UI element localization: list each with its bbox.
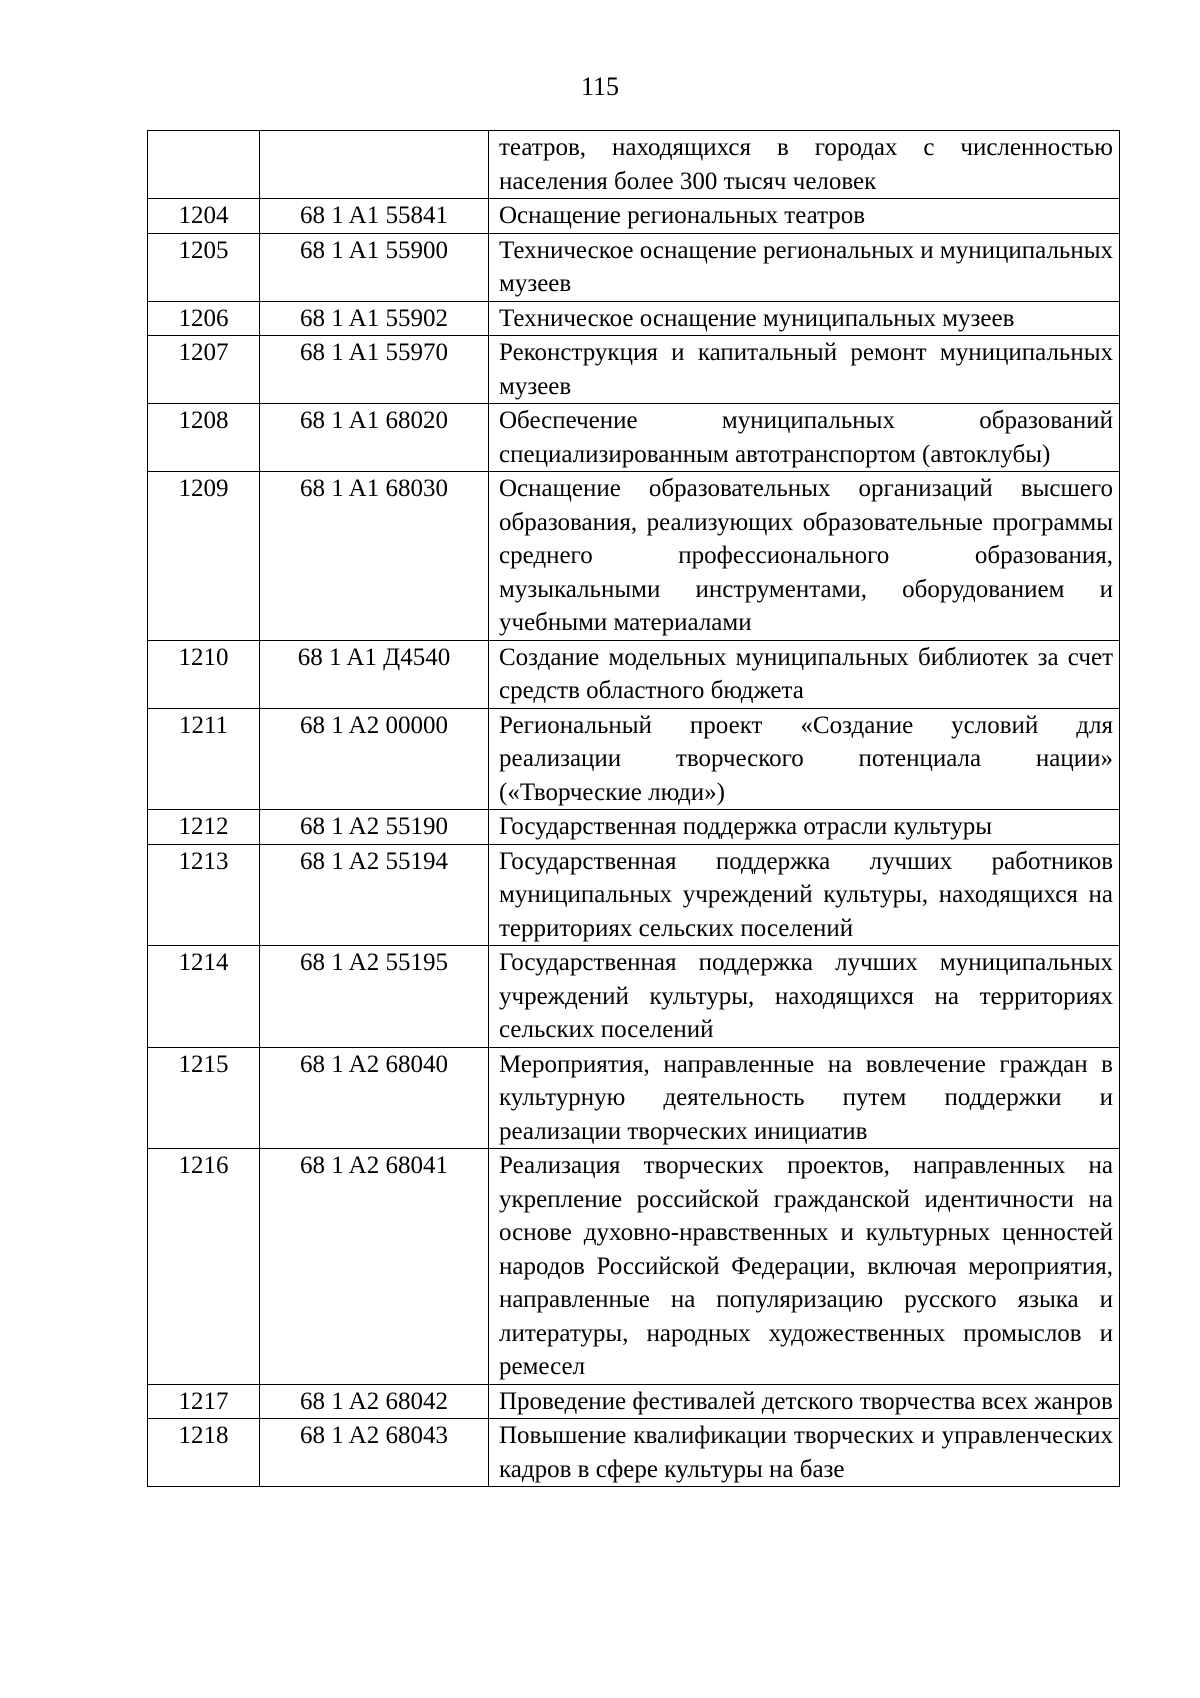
row-number: 1211 [148,708,260,810]
table-row [148,946,1120,1048]
table-row [148,1384,1120,1419]
table-row [148,1149,1120,1385]
page-number: 115 [580,72,620,101]
table-row [148,301,1120,336]
row-number: 1213 [148,844,260,946]
row-number: 1206 [148,301,260,336]
table-row [148,810,1120,845]
table-row [148,199,1120,234]
row-description: Создание модельных муниципальных библиотек за счет средств областного бюджета [489,640,1120,708]
table-row [148,404,1120,472]
row-description: Техническое оснащение муниципальных музеев [489,301,1120,336]
table-row [148,708,1120,810]
table-row [148,1047,1120,1149]
row-number: 1208 [148,404,260,472]
classification-code: 68 1 A2 55190 [260,810,489,845]
row-number: 1214 [148,946,260,1048]
table-row [148,233,1120,301]
classification-code [260,131,489,199]
classification-code: 68 1 A1 55841 [260,199,489,234]
classification-code: 68 1 A2 55194 [260,844,489,946]
row-description: Оснащение региональных театров [489,199,1120,234]
classification-code: 68 1 A2 00000 [260,708,489,810]
row-description: Реконструкция и капитальный ремонт муниципальных музеев [489,336,1120,404]
table-row [148,640,1120,708]
table-body [148,131,1120,1487]
row-description: Государственная поддержка лучших работников муниципальных учреждений культуры, находящихся на территориях сельских поселений [489,844,1120,946]
classification-code: 68 1 A1 68020 [260,404,489,472]
row-number: 1217 [148,1384,260,1419]
table-row [148,472,1120,641]
classification-code: 68 1 A2 68042 [260,1384,489,1419]
row-number: 1205 [148,233,260,301]
row-description: Техническое оснащение региональных и муниципальных музеев [489,233,1120,301]
row-description: Мероприятия, направленные на вовлечение граждан в культурную деятельность путем поддержки и реализации творческих инициатив [489,1047,1120,1149]
classification-code: 68 1 A1 55970 [260,336,489,404]
row-description: Государственная поддержка лучших муниципальных учреждений культуры, находящихся на территориях сельских поселений [489,946,1120,1048]
classification-code: 68 1 A1 55902 [260,301,489,336]
row-number [148,131,260,199]
row-number: 1209 [148,472,260,641]
row-description: Реализация творческих проектов, направленных на укрепление российской гражданской идентичности на основе духовно-нравственных и культурных ценностей народов Российской Федерации, включая мероприятия, направленные на популяризацию русского языка и литературы, народных художественных промыслов и ремесел [489,1149,1120,1385]
row-number: 1216 [148,1149,260,1385]
row-description: Повышение квалификации творческих и управленческих кадров в сфере культуры на базе [489,1419,1120,1487]
row-number: 1215 [148,1047,260,1149]
row-number: 1212 [148,810,260,845]
classification-code: 68 1 A2 68043 [260,1419,489,1487]
classification-code: 68 1 A2 55195 [260,946,489,1048]
classification-code: 68 1 A1 55900 [260,233,489,301]
row-description: Региональный проект «Создание условий для реализации творческого потенциала нации» («Творческие люди») [489,708,1120,810]
row-number: 1218 [148,1419,260,1487]
classification-code: 68 1 A2 68041 [260,1149,489,1385]
classification-code: 68 1 A2 68040 [260,1047,489,1149]
classification-code: 68 1 A1 Д4540 [260,640,489,708]
row-number: 1204 [148,199,260,234]
row-description: Обеспечение муниципальных образований специализированным автотранспортом (автоклубы) [489,404,1120,472]
row-description: Проведение фестивалей детского творчества всех жанров [489,1384,1120,1419]
classification-code: 68 1 A1 68030 [260,472,489,641]
row-number: 1207 [148,336,260,404]
table-row [148,336,1120,404]
row-description: театров, находящихся в городах с численностью населения более 300 тысяч человек [489,131,1120,199]
table-row [148,131,1120,199]
row-description: Оснащение образовательных организаций высшего образования, реализующих образовательные программы среднего профессионального образования, музыкальными инструментами, оборудованием и учебными материалами [489,472,1120,641]
row-number: 1210 [148,640,260,708]
table-row [148,1419,1120,1487]
table-row [148,844,1120,946]
budget-classification-table [147,130,1120,1487]
row-description: Государственная поддержка отрасли культуры [489,810,1120,845]
